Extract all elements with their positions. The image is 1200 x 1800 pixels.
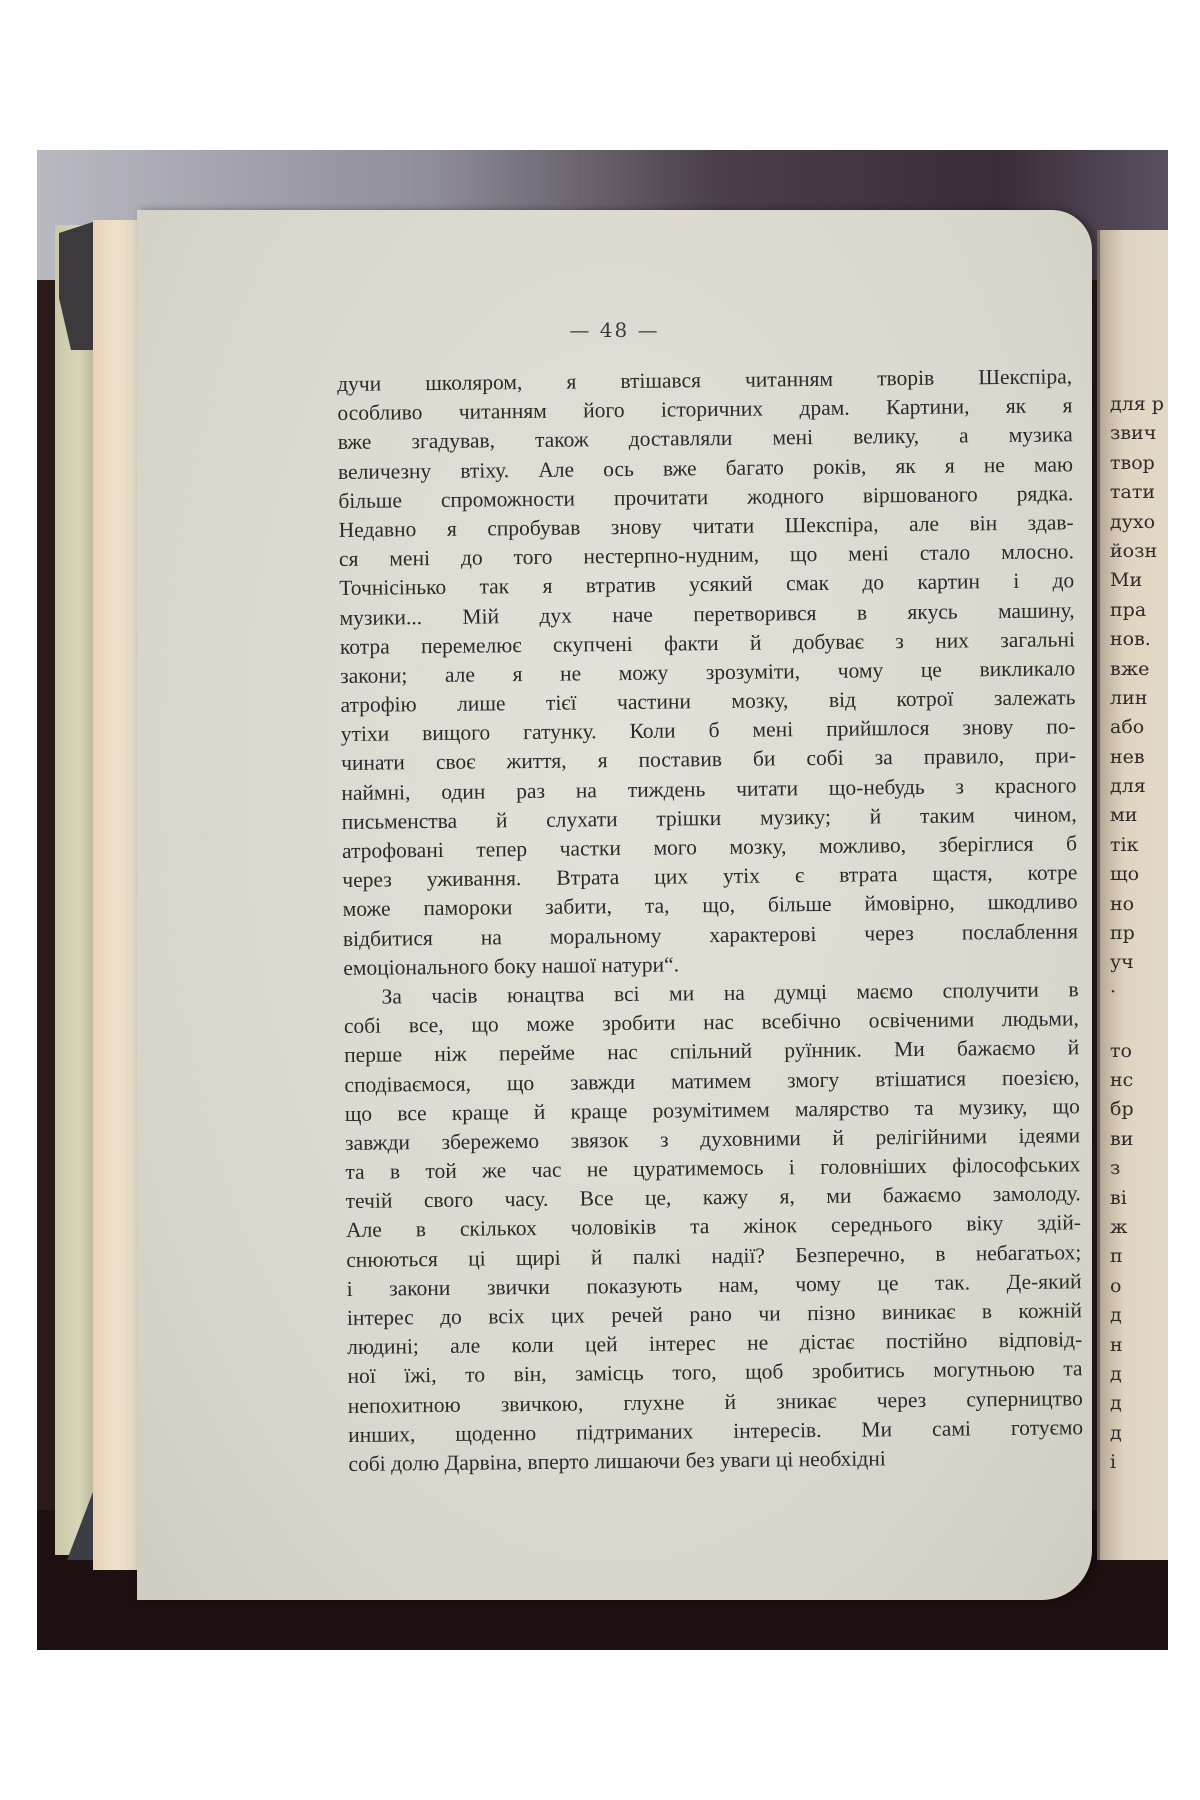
right-page-fragment: нев — [1110, 745, 1145, 768]
text-line: дучи школяром, я втішався читанням творів Шекспіра, — [337, 364, 1073, 396]
right-page-fragment: тік — [1110, 833, 1139, 856]
text-line: величезну втіху. Але ось вже багато років, як я не маю — [337, 451, 1074, 484]
right-page-fragment: то — [1110, 1039, 1132, 1062]
right-page-fragment: що — [1110, 863, 1140, 886]
right-page-fragment: уч — [1110, 951, 1134, 974]
text-line: Недавно я спробував знову читати Шекспіра, але він здав- — [338, 510, 1074, 542]
text-line: письменства й слухати трішки музику; й таким чином, — [341, 802, 1077, 834]
text-line: відбитися на моральному характерові через послаблення — [342, 918, 1079, 951]
right-page-fragment: нов. — [1110, 628, 1151, 651]
right-page-fragment: духо — [1110, 510, 1156, 533]
right-page-fragment: і — [1110, 1451, 1117, 1474]
text-line: особливо читанням його історичних драм. Картини, як я — [337, 393, 1073, 426]
text-line: наймні, один раз на тиждень читати що-небудь з красного — [341, 772, 1077, 805]
right-page-fragment: Ми — [1110, 569, 1143, 592]
text-line: утіхи вищого гатунку. Коли б мені прийшлося знову по- — [340, 714, 1076, 747]
right-page-fragment: для р — [1110, 393, 1164, 415]
text-line: перше ніж перейме нас спільний руїнник. Ми бажаємо й — [344, 1035, 1080, 1068]
text-line: ся мені до того нестерпно-нудним, що мені стало млосно. — [338, 539, 1075, 572]
text-line: ної їжі, то він, замісць того, щоб зробитись могутньою та — [347, 1356, 1083, 1389]
left-page — [137, 210, 1092, 1600]
right-page-fragment: н — [1110, 1333, 1123, 1356]
right-page-fragment: з — [1110, 1157, 1121, 1180]
text-line: Але в скількох чоловіків та жінок середнього віку здій- — [345, 1210, 1082, 1243]
right-page-fragment: · — [1110, 980, 1117, 1003]
text-line: инших, щоденно підтриманих інтересів. Ми самі готуємо — [348, 1414, 1084, 1447]
right-page — [1097, 230, 1168, 1560]
right-page-text-fragments — [1110, 390, 1168, 1477]
right-page-fragment: п — [1110, 1245, 1123, 1268]
text-line: емоціонального боку нашої натури“. — [343, 952, 680, 980]
text-line: що все краще й краще розумітимем малярство та музику, що — [344, 1093, 1080, 1126]
text-line: Точнісінько так я втратив усякий смак до картин і до — [339, 568, 1075, 601]
right-page-fragment: звич — [1110, 422, 1157, 445]
right-page-fragment: д — [1110, 1392, 1122, 1415]
text-line: через уживання. Втрата цих утіх є втрата щастя, котре — [342, 860, 1078, 893]
right-page-fragment: лин — [1110, 686, 1148, 709]
right-page-fragment: вже — [1110, 657, 1150, 680]
text-line: і закони звички показують нам, чому це так. Де-який — [346, 1269, 1082, 1301]
text-line: атрофію лише тієї частини мозку, від котрої залежать — [340, 685, 1076, 718]
right-page-fragment: пр — [1110, 922, 1135, 945]
text-line: інтерес до всіх цих речей рано чи пізно виникає в кожній — [346, 1298, 1083, 1330]
page-number: — 48 — — [569, 318, 660, 342]
right-page-fragment: д — [1110, 1362, 1122, 1385]
right-page-fragment — [1110, 1007, 1168, 1036]
right-page-fragment: йозн — [1110, 539, 1158, 562]
right-page-fragment: тати — [1110, 481, 1156, 504]
right-page-fragment: для — [1110, 775, 1146, 798]
right-page-fragment: о — [1110, 1274, 1122, 1297]
book-photo — [37, 150, 1168, 1650]
text-line: може памороки забити, та, що, більше ймовірно, шкодливо — [342, 889, 1078, 922]
right-page-fragment: ві — [1110, 1186, 1127, 1209]
text-line: музики... Мій дух наче перетворився в якусь машину, — [339, 597, 1075, 630]
text-line: закони; але я не можу зрозуміти, чому це викликало — [340, 656, 1076, 688]
right-page-fragment: твор — [1110, 451, 1155, 474]
right-page-fragment: ж — [1110, 1215, 1128, 1238]
book-cover-edge — [55, 225, 95, 1555]
text-line: атрофовані тепер частки мого мозку, можливо, зберіглися б — [341, 831, 1078, 863]
body-text — [337, 362, 1084, 1479]
right-page-fragment: д — [1110, 1421, 1122, 1444]
text-line: непохитною звичкою, глухне й зникає через суперництво — [347, 1385, 1083, 1418]
text-line: снюються ці щирі й палкі надії? Безперечно, в небагатьох; — [346, 1239, 1082, 1272]
text-line: За часів юнацтва всі ми на думці маємо сполучити в — [381, 977, 1079, 1009]
right-page-fragment: но — [1110, 892, 1135, 915]
text-line: та в той же час не цуратимемось і головніших філософських — [345, 1152, 1081, 1185]
text-line: людині; але коли цей інтерес не дістає постійно відповід- — [347, 1327, 1083, 1360]
text-line: сподіваємося, що завжди матимем змогу втішатися поезією, — [344, 1064, 1080, 1097]
text-line: більше спроможности прочитати жодного віршованого рядка. — [338, 481, 1074, 513]
text-line: завжди збережемо звязок з духовними й релігійними ідеями — [344, 1123, 1081, 1155]
right-page-fragment: або — [1110, 716, 1145, 739]
text-line: котра перемелює скупчені факти й добуває з них загальні — [339, 626, 1075, 659]
text-line: собі все, що може зробити нас всебічно освіченими людьми, — [343, 1006, 1079, 1039]
text-line: вже згадував, також доставляли мені велику, а музика — [337, 422, 1073, 455]
right-page-fragment: ви — [1110, 1127, 1134, 1150]
right-page-fragment: ми — [1110, 804, 1138, 827]
text-line: собі долю Дарвіна, вперто лишаючи без уваги ці необхідні — [348, 1446, 886, 1476]
right-page-fragment: бр — [1110, 1098, 1134, 1121]
right-page-fragment: д — [1110, 1304, 1122, 1327]
right-page-fragment: пра — [1110, 598, 1147, 621]
page-stack-edge — [93, 220, 141, 1570]
right-page-fragment: нс — [1110, 1068, 1134, 1091]
text-line: чинати своє життя, я поставив би собі за правило, при- — [340, 743, 1077, 776]
text-line: течій свого часу. Все це, кажу я, ми бажаємо замолоду. — [345, 1181, 1081, 1214]
